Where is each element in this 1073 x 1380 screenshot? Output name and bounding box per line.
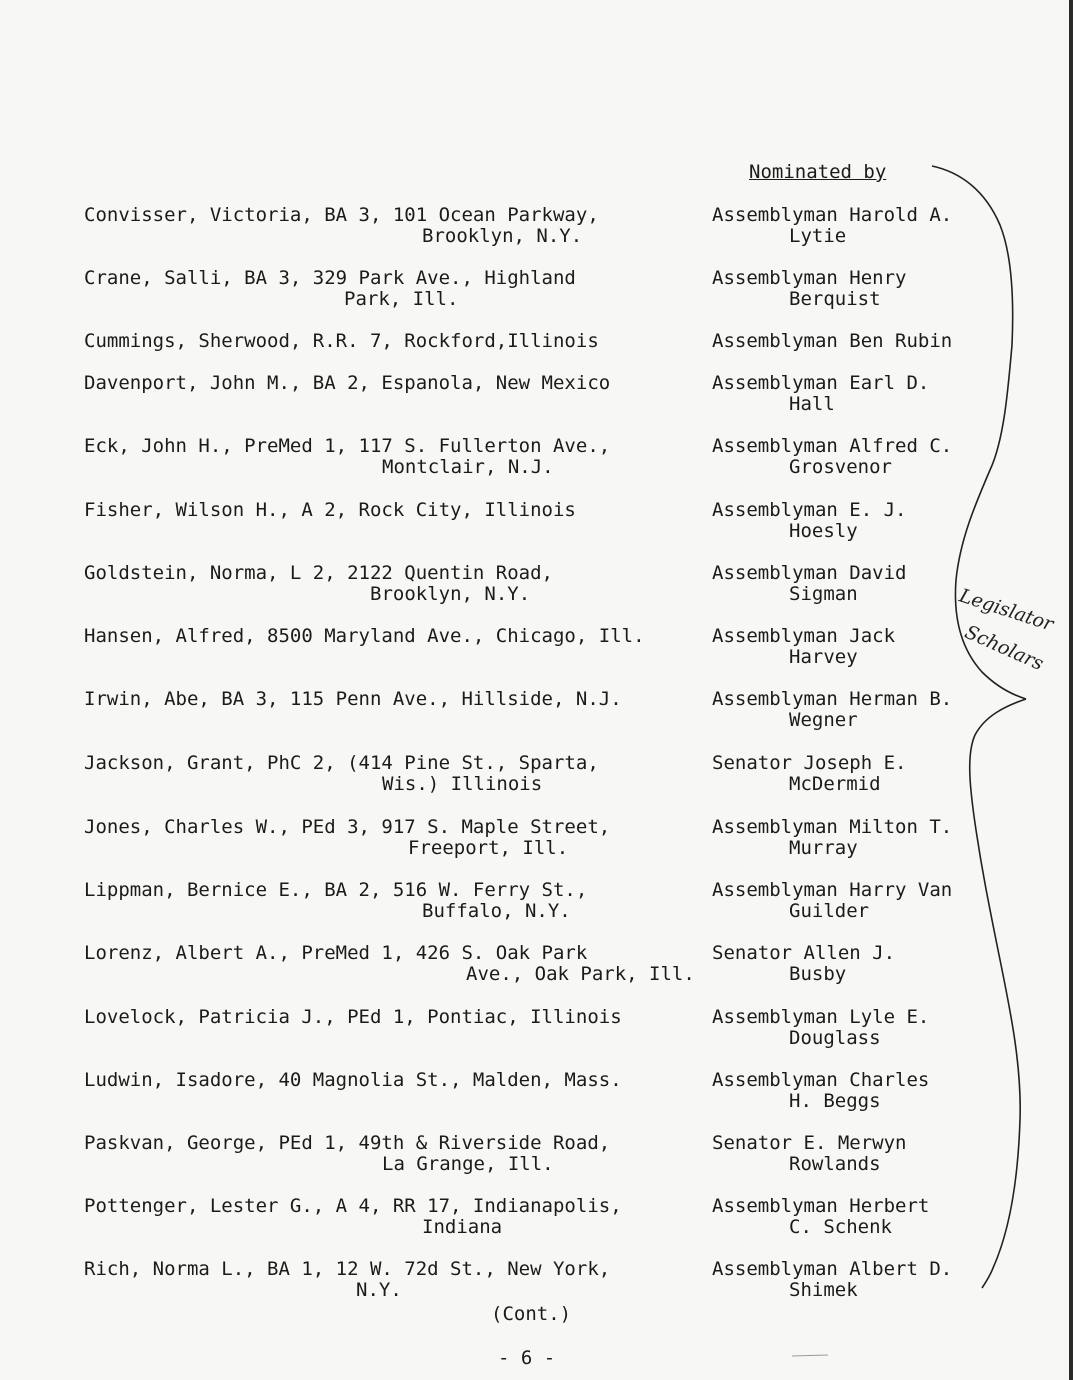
nominator-line-1: Assemblyman David [712,562,907,584]
nominator-line-1: Assemblyman Herbert [712,1195,930,1217]
student-line-2: Brooklyn, N.Y. [422,225,583,247]
nominator-line-1: Assemblyman Alfred C. [712,435,953,457]
entry-row [84,880,1044,930]
nominator-line-1: Assemblyman Jack [712,625,896,647]
nominator-line-2: Douglass [789,1027,881,1049]
nominator-line-2: Grosvenor [789,456,892,478]
nominator-line-1: Assemblyman Milton T. [712,816,953,838]
nominator-line-2: Murray [789,837,858,859]
entry-row [84,943,1044,993]
student-line-1: Convisser, Victoria, BA 3, 101 Ocean Parkway, [84,204,599,226]
nominator-line-2: Wegner [789,709,858,731]
handwritten-scholars: Scholars [961,620,1047,676]
entry-row [84,500,1044,550]
entry-row [84,1133,1044,1183]
page-number: - 6 - [498,1347,556,1369]
nominator-line-2: Berquist [789,288,881,310]
nominator-line-1: Assemblyman Ben Rubin [712,330,953,352]
student-line-2: N.Y. [356,1279,402,1301]
nominator-line-2: H. Beggs [789,1090,881,1112]
nominator-line-2: Hoesly [789,520,858,542]
nominator-line-1: Assemblyman Harold A. [712,204,953,226]
nominator-line-2: C. Schenk [789,1216,892,1238]
nominator-line-2: Busby [789,963,847,985]
student-line-1: Eck, John H., PreMed 1, 117 S. Fullerton Ave., [84,435,611,457]
entry-row [84,689,1044,739]
student-line-1: Lorenz, Albert A., PreMed 1, 426 S. Oak Park [84,942,588,964]
page-edge [1069,0,1073,1380]
student-line-1: Lippman, Bernice E., BA 2, 516 W. Ferry St., [84,879,588,901]
entry-row [84,205,1044,255]
student-line-1: Crane, Salli, BA 3, 329 Park Ave., Highland [84,267,576,289]
entry-row [84,817,1044,867]
entry-row [84,753,1044,803]
nominator-line-1: Assemblyman Herman B. [712,688,953,710]
entry-row [84,268,1044,318]
nominator-line-1: Senator Allen J. [712,942,896,964]
student-line-2: Ave., Oak Park, Ill. [466,963,695,985]
entry-row [84,1259,1044,1309]
student-line-2: Brooklyn, N.Y. [370,583,531,605]
nominator-line-1: Senator Joseph E. [712,752,907,774]
student-line-1: Jackson, Grant, PhC 2, (414 Pine St., Sparta, [84,752,599,774]
nominated-by-header: Nominated by [749,161,887,183]
handwritten-legislator: Legislator [956,584,1057,636]
student-line-2: Park, Ill. [344,288,459,310]
student-line-1: Cummings, Sherwood, R.R. 7, Rockford,Illinois [84,330,599,352]
student-line-1: Fisher, Wilson H., A 2, Rock City, Illinois [84,499,576,521]
student-line-2: Freeport, Ill. [408,837,569,859]
page-smudge [792,1355,828,1356]
nominator-line-2: Shimek [789,1279,858,1301]
nominator-line-1: Assemblyman E. J. [712,499,907,521]
student-line-1: Ludwin, Isadore, 40 Magnolia St., Malden, Mass. [84,1069,622,1091]
nominator-line-2: Sigman [789,583,858,605]
continued-note: (Cont.) [491,1303,572,1325]
student-line-1: Lovelock, Patricia J., PEd 1, Pontiac, Illinois [84,1006,622,1028]
student-line-1: Hansen, Alfred, 8500 Maryland Ave., Chicago, Ill. [84,625,645,647]
entry-row [84,373,1044,423]
nominator-line-1: Assemblyman Earl D. [712,372,930,394]
entry-row [84,1070,1044,1120]
student-line-1: Goldstein, Norma, L 2, 2122 Quentin Road, [84,562,553,584]
entry-row [84,626,1044,676]
student-line-2: Indiana [422,1216,503,1238]
nominator-line-2: Hall [789,393,835,415]
nominator-line-2: Guilder [789,900,870,922]
nominator-line-2: Rowlands [789,1153,881,1175]
entry-row [84,1007,1044,1057]
student-line-1: Paskvan, George, PEd 1, 49th & Riverside Road, [84,1132,611,1154]
student-line-1: Pottenger, Lester G., A 4, RR 17, Indianapolis, [84,1195,622,1217]
nominator-line-1: Assemblyman Harry Van [712,879,953,901]
nominator-line-1: Senator E. Merwyn [712,1132,907,1154]
nominator-line-1: Assemblyman Charles [712,1069,930,1091]
nominator-line-2: McDermid [789,773,881,795]
student-line-2: La Grange, Ill. [382,1153,554,1175]
student-line-1: Rich, Norma L., BA 1, 12 W. 72d St., New York, [84,1258,611,1280]
entry-row [84,1196,1044,1246]
student-line-1: Jones, Charles W., PEd 3, 917 S. Maple Street, [84,816,611,838]
student-line-2: Wis.) Illinois [382,773,543,795]
student-line-2: Montclair, N.J. [382,456,554,478]
student-line-1: Davenport, John M., BA 2, Espanola, New Mexico [84,372,611,394]
nominator-line-2: Lytie [789,225,847,247]
entry-row [84,563,1044,613]
entry-row [84,436,1044,486]
nominator-line-1: Assemblyman Albert D. [712,1258,953,1280]
nominator-line-1: Assemblyman Henry [712,267,907,289]
student-line-2: Buffalo, N.Y. [422,900,571,922]
nominator-line-1: Assemblyman Lyle E. [712,1006,930,1028]
nominator-line-2: Harvey [789,646,858,668]
student-line-1: Irwin, Abe, BA 3, 115 Penn Ave., Hillside, N.J. [84,688,622,710]
